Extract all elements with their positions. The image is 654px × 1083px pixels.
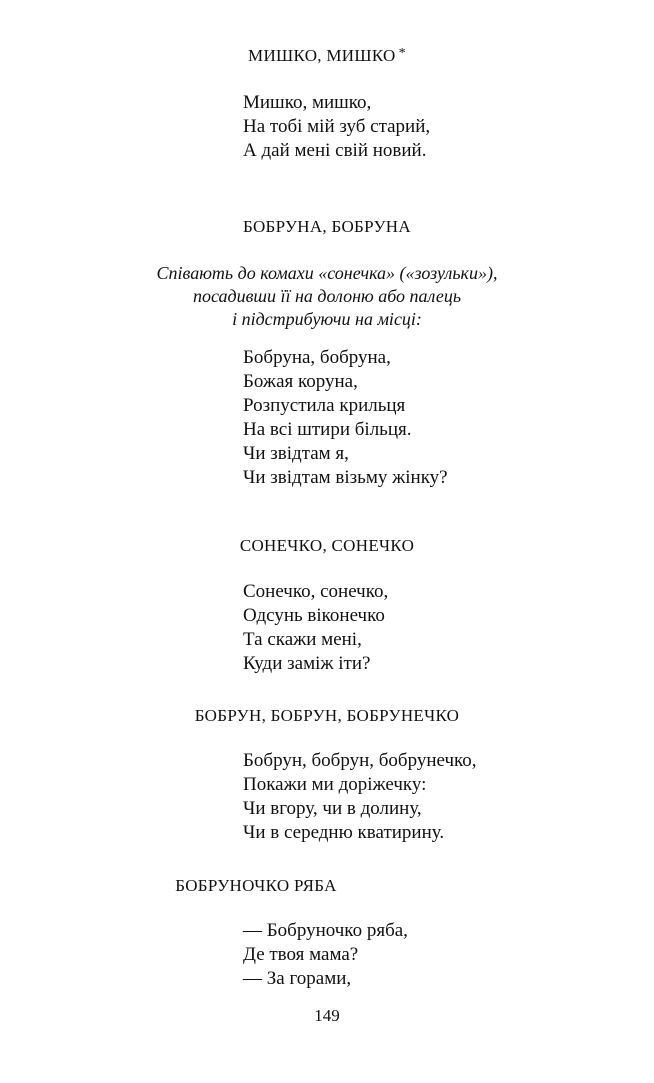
page-number: 149 [314, 1006, 340, 1025]
poem-line: Де твоя мама? [243, 944, 359, 965]
poem-line: Бобрун, бобрун, бобрунечко, [243, 750, 477, 771]
poem-line: Куди заміж іти? [243, 653, 371, 674]
poem-text [243, 749, 477, 845]
poem-line: Чи звідтам я, [243, 443, 349, 464]
poem-title: СОНЕЧКО, СОНЕЧКО [239, 536, 415, 555]
poem-title: БОБРУН, БОБРУН, БОБРУНЕЧКО [194, 706, 460, 725]
poem-line: Чи в середню кватирину. [243, 822, 445, 843]
poem-text [243, 346, 448, 490]
poem-text [243, 919, 408, 991]
poem-line: А дай мені свій новий. [243, 140, 427, 161]
poem-text [243, 580, 388, 676]
intro-line: і підстрибуючи на місці: [232, 309, 422, 329]
poem-text [243, 91, 430, 163]
poem-intro [0, 262, 654, 331]
poem-title: БОБРУНА, БОБРУНА [243, 217, 411, 236]
poem-title: МИШКО, МИШКО * [248, 46, 406, 65]
intro-line: посадивши її на долоню або палець [192, 286, 462, 306]
footnote-mark: * [398, 46, 406, 61]
poem-line: — Бобруночко ряба, [243, 920, 408, 941]
poem-title: БОБРУНОЧКО РЯБА [175, 876, 337, 895]
poem-line: На тобі мій зуб старий, [243, 116, 431, 137]
poem-line: Покажи ми доріжечку: [243, 774, 427, 795]
intro-line: Співають до комахи «сонечка» («зозульки»), [156, 263, 498, 283]
poem-line: — За горами, [243, 968, 352, 989]
poem-line: Мишко, мишко, [243, 92, 372, 113]
poem-line: Сонечко, сонечко, [243, 581, 389, 602]
poem-line: Бобруна, бобруна, [243, 347, 391, 368]
poem-line: Божая коруна, [243, 371, 358, 392]
poem-line: Розпустила крильця [243, 395, 406, 416]
poem-line: Одсунь віконечко [243, 605, 385, 626]
poem-line: Чи вгору, чи в долину, [243, 798, 422, 819]
poem-line: Та скажи мені, [243, 629, 362, 650]
poem-line: Чи звідтам візьму жінку? [243, 467, 448, 488]
poem-line: На всі штири більця. [243, 419, 412, 440]
